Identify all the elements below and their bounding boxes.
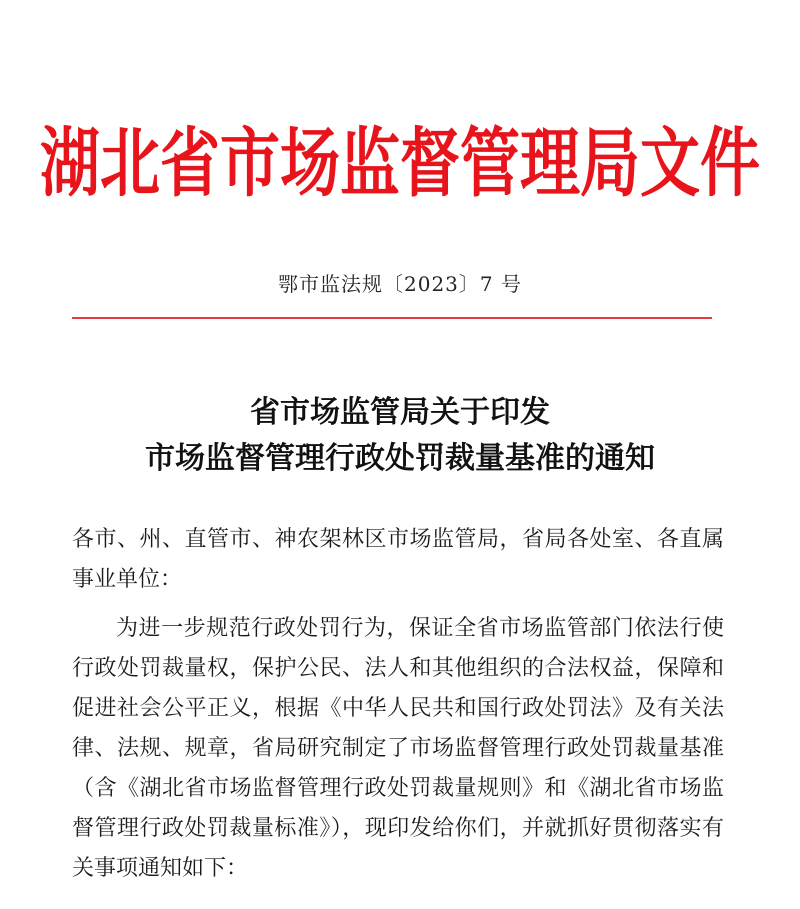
addressee-paragraph: 各市、州、直管市、神农架林区市场监管局，省局各处室、各直属事业单位： bbox=[72, 527, 724, 592]
document-number: 鄂市监法规〔2023〕7 号 bbox=[278, 272, 522, 296]
body-paragraph-1: 为进一步规范行政处罚行为，保证全省市场监管部门依法行使行政处罚裁量权，保护公民、法人和其他组织的合法权益，保障和促进社会公平正义，根据《中华人民共和国行政处罚法》及有关法律、法规、规章，省局研究制定了市场监督管理行政处罚裁量基准（含《湖北省市场监督管理行政处罚裁量规则》和《湖北省市场监督管理行政处罚裁量标准》），现印发给你们，并就抓好贯彻落实有关事项通知如下： bbox=[72, 616, 724, 881]
document-title-line-2: 市场监督管理行政处罚裁量基准的通知 bbox=[145, 441, 655, 476]
document-masthead: 湖北省市场监督管理局文件 bbox=[40, 120, 760, 208]
document-title-line-1: 省市场监管局关于印发 bbox=[250, 395, 550, 430]
red-divider-line bbox=[72, 317, 712, 319]
